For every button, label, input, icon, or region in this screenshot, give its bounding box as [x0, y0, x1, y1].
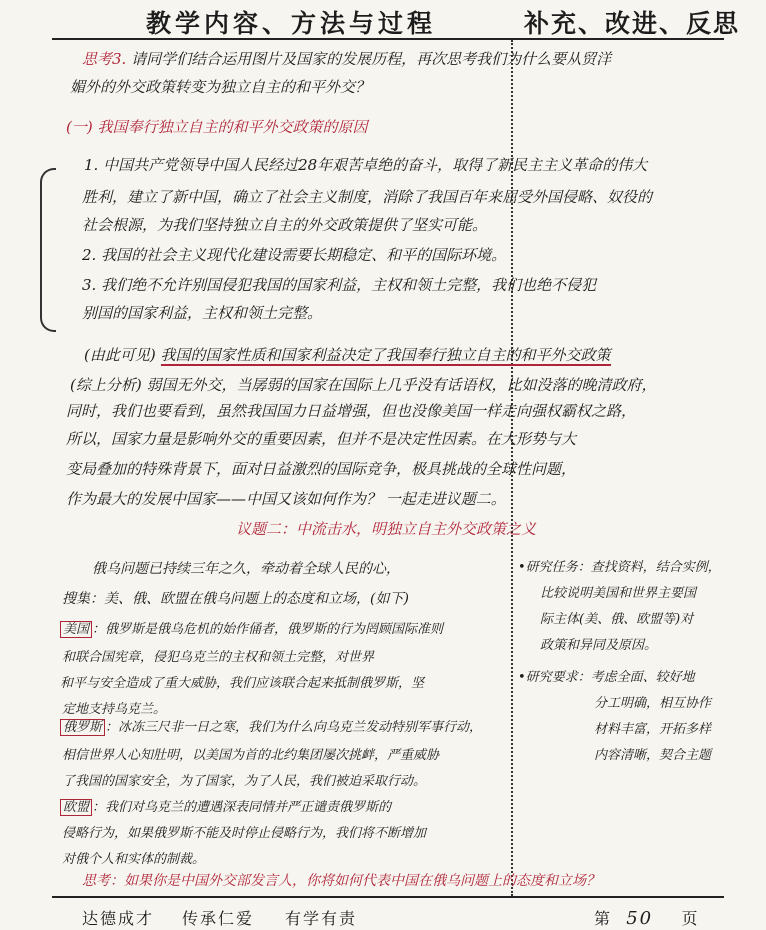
us-stance-text1: ：俄罗斯是俄乌危机的始作俑者，俄罗斯的行为罔顾国际准则 — [92, 622, 444, 637]
body-line1: 俄乌问题已持续三年之久，牵动着全球人民的心， — [92, 561, 400, 577]
sidebar-req-label: •研究要求： — [518, 670, 591, 685]
body-line2: 搜集：美、俄、欧盟在俄乌问题上的态度和立场，(如下) — [62, 591, 409, 607]
eu-stance-line1 — [60, 800, 391, 815]
point1-line1: 1. 中国共产党领导中国人民经过28年艰苦卓绝的奋斗，取得了新民主主义革命的伟大 — [84, 156, 648, 174]
ru-stance-line1 — [60, 720, 482, 735]
para-a-line4: 所以，国家力量是影响外交的重要因素，但并不是决定性因素。在大形势与大 — [66, 430, 577, 448]
sidebar-task-line3: 际主体(美、俄、欧盟等)对 — [540, 612, 694, 627]
ru-stance-text1: ：冰冻三尺非一日之寒，我们为什么向乌克兰发动特别军事行动， — [105, 720, 483, 735]
sidebar-task-text1: 查找资料，结合实例， — [590, 560, 721, 575]
think3-line2: 媚外的外交政策转变为独立自主的和平外交？ — [70, 78, 371, 96]
footer-motto-3: 有学有责 — [285, 909, 358, 928]
footer-motto-2: 传承仁爱 — [182, 909, 255, 928]
para-a-line5: 变局叠加的特殊背景下，面对日益激烈的国际竞争，极具挑战的全球性问题， — [66, 460, 577, 478]
para-tag-2: (综上分析) — [70, 376, 142, 394]
sidebar-req-line1 — [518, 670, 695, 685]
para-a-key-sentence: 我国的国家性质和国家利益决定了我国奉行独立自主的和平外交政策 — [160, 346, 611, 364]
final-think-label: 思考： — [82, 873, 124, 889]
header-left-title: 教学内容、方法与过程 — [146, 9, 437, 38]
point1-line3: 社会根源，为我们坚持独立自主的外交政策提供了坚实可能。 — [82, 216, 488, 234]
point3-line1: 3. 我们绝不允许别国侵犯我国的国家利益，主权和领土完整，我们也绝不侵犯 — [82, 276, 597, 294]
sidebar-task-label: •研究任务： — [518, 560, 591, 575]
us-stance-line4: 定地支持乌克兰。 — [62, 702, 167, 717]
ru-stance-line2: 相信世界人心知肚明，以美国为首的北约集团屡次挑衅，严重威胁 — [62, 748, 440, 763]
eu-stance-line3: 对俄个人和实体的制裁。 — [62, 852, 206, 867]
footer-rule — [52, 896, 724, 898]
para-tag-1: (由此可见) — [84, 346, 156, 364]
header-rule — [52, 38, 724, 40]
final-think-text: 如果你是中国外交部发言人，你将如何代表中国在俄乌问题上的态度和立场？ — [124, 873, 600, 889]
para-a-line2-text: 弱国无外交，当孱弱的国家在国际上几乎没有话语权，比如没落的晚清政府， — [146, 376, 657, 394]
us-stance-line1 — [60, 622, 443, 637]
eu-stance-line2: 侵略行为，如果俄罗斯不能及时停止侵略行为，我们将不断增加 — [62, 826, 427, 841]
para-a-line6: 作为最大的发展中国家——中国又该如何作为？ 一起走进议题二。 — [66, 490, 506, 508]
topic2-title: 议题二：中流击水，明独立自主外交政策之义 — [236, 520, 537, 538]
sidebar-task-line4: 政策和异同及原因。 — [540, 638, 658, 653]
think3-text1: 请同学们结合运用图片及国家的发展历程，再次思考我们为什么要从贸洋 — [131, 50, 612, 68]
us-stance-line3: 和平与安全造成了重大威胁，我们应该联合起来抵制俄罗斯，坚 — [60, 676, 425, 691]
ru-label: 俄罗斯 — [60, 719, 105, 736]
para-a-line3: 同时，我们也要看到，虽然我国国力日益增强，但也没像美国一样走向强权霸权之路， — [66, 402, 637, 420]
point1-line2: 胜利，建立了新中国，确立了社会主义制度，消除了我国百年来屈受外国侵略、奴役的 — [82, 188, 653, 206]
eu-stance-text1: ：我们对乌克兰的遭遇深表同情并严正谴责俄罗斯的 — [92, 800, 392, 815]
para-a-line1 — [84, 348, 611, 363]
sidebar-req-line4: 内容清晰，契合主题 — [594, 748, 712, 763]
para-a-line2 — [70, 378, 657, 393]
think3-label: 思考3. — [82, 50, 127, 68]
footer-motto-1: 达德成才 — [82, 909, 155, 928]
page-number: 50 — [626, 908, 654, 929]
bracket-mark — [40, 168, 56, 332]
ru-stance-line3: 了我国的国家安全，为了国家，为了人民，我们被迫采取行动。 — [62, 774, 427, 789]
final-think — [82, 874, 600, 889]
sidebar-task-line1 — [518, 560, 721, 575]
sidebar-task-line2: 比较说明美国和世界主要国 — [540, 586, 697, 601]
page-prefix: 第 — [594, 909, 613, 928]
eu-label: 欧盟 — [60, 799, 92, 816]
us-stance-line2: 和联合国宪章，侵犯乌克兰的主权和领土完整，对世界 — [62, 650, 375, 665]
page-suffix: 页 — [681, 909, 700, 928]
us-label: 美国 — [60, 621, 92, 638]
header-right-title: 补充、改进、反思 — [524, 9, 741, 38]
page-number-label — [594, 906, 699, 929]
sidebar-req-line2: 分工明确，相互协作 — [594, 696, 712, 711]
think3-line1 — [82, 52, 611, 67]
section1-title: (一) 我国奉行独立自主的和平外交政策的原因 — [66, 118, 368, 136]
point3-line2: 别国的国家利益，主权和领土完整。 — [82, 304, 323, 322]
point2: 2. 我国的社会主义现代化建设需要长期稳定、和平的国际环境。 — [82, 246, 507, 264]
sidebar-req-line3: 材料丰富，开拓多样 — [594, 722, 712, 737]
sidebar-req-text1: 考虑全面、较好地 — [590, 670, 695, 685]
